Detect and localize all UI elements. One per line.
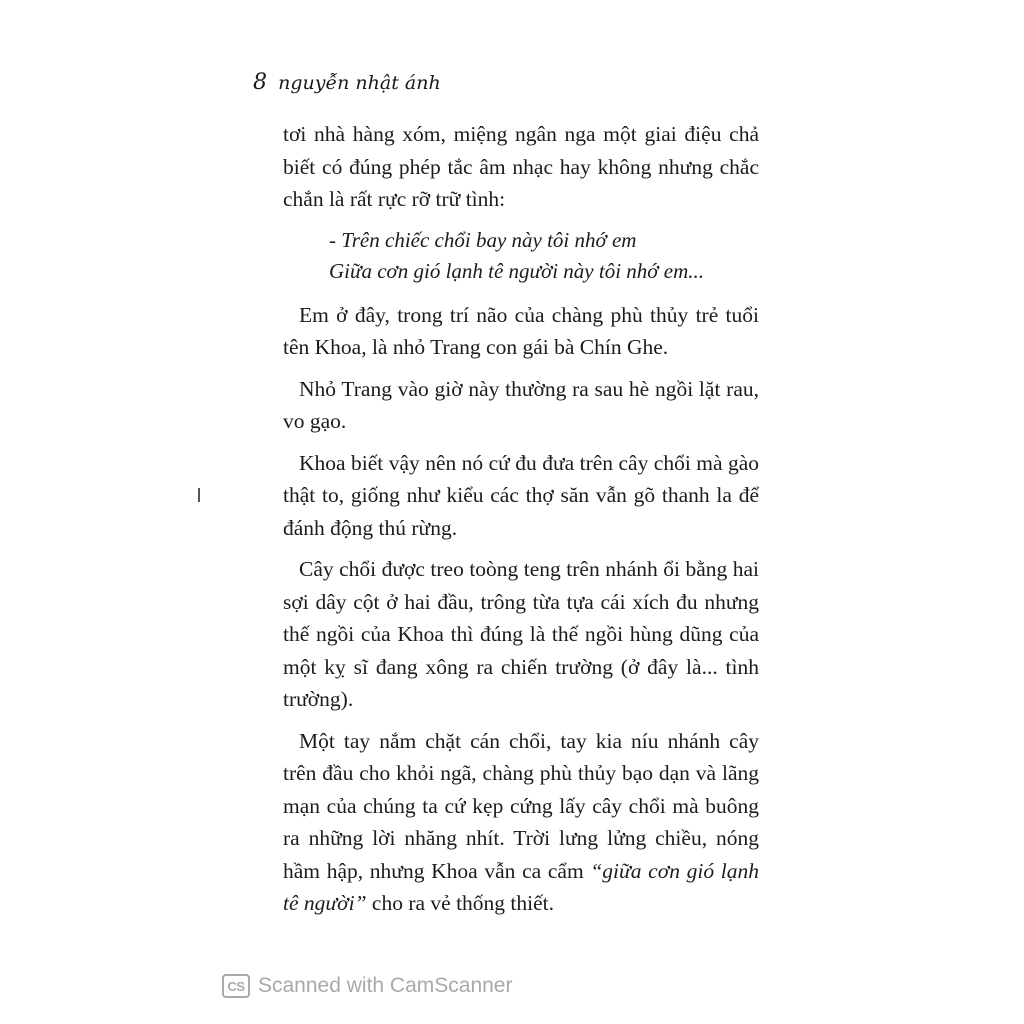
margin-mark [198,488,200,502]
paragraph-3: Nhỏ Trang vào giờ này thường ra sau hè ngồi lặt rau, vo gạo. [283,376,759,433]
paragraph-2: Em ở đây, trong trí não của chàng phù thủy trẻ tuổi tên Khoa, là nhỏ Trang con gái bà Chín Ghe. [283,302,759,359]
verse-line-2: Giữa cơn gió lạnh tê người này tôi nhớ em... [329,258,704,283]
paragraph-6-text: Một tay nắm chặt cán chổi, tay kia níu nhánh cây trên đầu cho khỏi ngã, chàng phù thủy bạo dạn và lãng mạn của chúng ta cứ kẹp cứng lấy cây chổi mà buông ra những lời nhăng nhít. Trời lưng lửng chiều, nóng hầm hập, nhưng Khoa vẫn ca cẩm [283,728,759,883]
paragraph-6 [283,725,759,920]
camscanner-logo-icon: CS [222,974,250,998]
paragraph-5: Cây chổi được treo toòng teng trên nhánh ổi bằng hai sợi dây cột ở hai đầu, trông từa tựa cái xích đu nhưng thế ngồi của Khoa thì đúng là thế ngồi hùng dũng của một kỵ sĩ đang xông ra chiến trường (ở đây là... tình trường). [283,557,759,711]
paragraph-6-end: cho ra vẻ thống thiết. [366,891,555,915]
body-text [283,118,759,929]
song-verse [329,225,759,287]
scanner-watermark [222,974,512,998]
page-header [253,70,441,95]
paragraph-1: tơi nhà hàng xóm, miệng ngân nga một giai điệu chả biết có đúng phép tắc âm nhạc hay không nhưng chắc chắn là rất rực rỡ trữ tình: [283,122,759,211]
verse-line-1: - Trên chiếc chổi bay này tôi nhớ em [329,227,637,252]
paragraph-4: Khoa biết vậy nên nó cứ đu đưa trên cây chổi mà gào thật to, giống như kiểu các thợ săn vẫn gõ thanh la để đánh động thú rừng. [283,450,759,540]
paragraph-6-quote: “giữa cơn gió lạnh tê người” [283,858,759,915]
watermark-text: Scanned with CamScanner [258,974,513,997]
page-number: 8 [253,70,267,95]
running-title: nguyễn nhật ánh [278,71,441,94]
